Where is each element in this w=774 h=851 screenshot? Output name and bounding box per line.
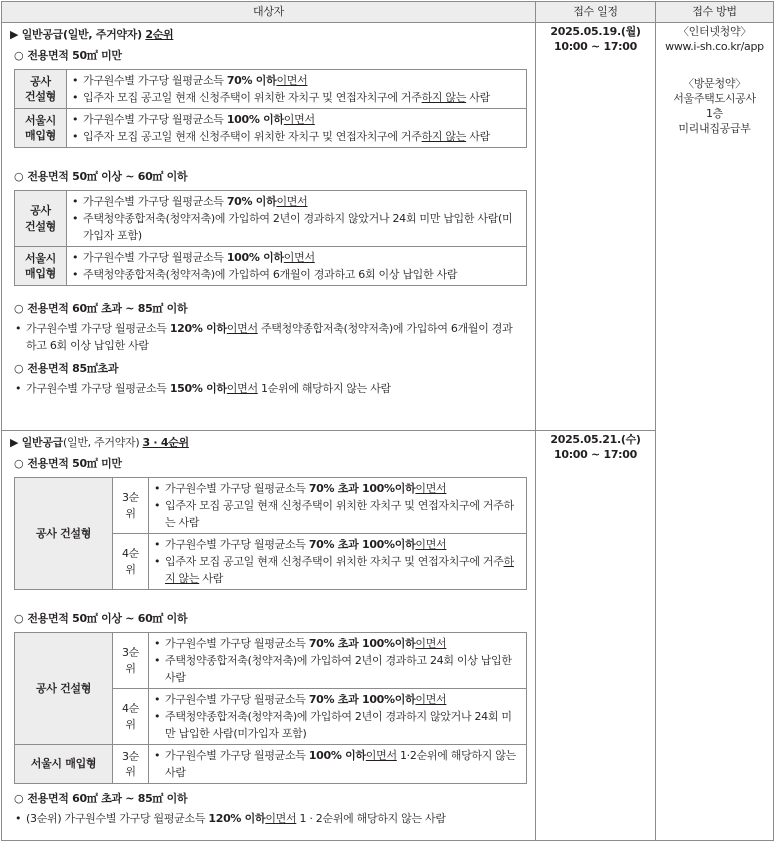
application-schedule-table	[1, 1, 774, 841]
rank-label: 3순위	[113, 745, 149, 784]
type-label: 서울시 매입형	[15, 109, 67, 148]
type-label: 서울시 매입형	[15, 247, 67, 286]
section1-area3-label: ○ 전용면적 60㎡ 초과 ~ 85㎡ 이하	[14, 302, 188, 315]
section1-area4-label: ○ 전용면적 85㎡초과	[14, 362, 119, 375]
section1-schedule: 2025.05.19.(월) 10:00 ~ 17:00	[536, 23, 656, 431]
type-label: 공사 건설형	[15, 478, 113, 590]
header-schedule: 접수 일정	[536, 2, 656, 23]
section1-area2-table: 공사 건설형 • 가구원수별 가구당 월평균소득 70% 이하이면서 • 주택청약종합저축(청약저축)에 가입하여 2년이 경과하지 않았거나 24회 미만 납입한 사람(미가입자 포함) 서울시 매입형 • 가구원수별 가구당 월평균소득 100% 이하이면서 • 주택청약종합저축(청약저축)에 가입하여 6개월이 경과하고 6회 이상 납입한 사람	[14, 190, 527, 286]
header-target: 대상자	[2, 2, 536, 23]
section1-area1-table: 공사 건설형 • 가구원수별 가구당 월평균소득 70% 이하이면서 • 입주자 모집 공고일 현재 신청주택이 위치한 자치구 및 연접자치구에 거주하지 않는 사람 서울시 매입형 • 가구원수별 가구당 월평균소득 100% 이하이면서 • 입주자 모집 공고일 현재 신청주택이 위치한 자치구 및 연접자치구에 거주하지 않는 사람	[14, 69, 527, 148]
section1-target: ▶ 일반공급(일반, 주거약자) 2순위 ○ 전용면적 50㎡ 미만 공사 건설형 • 가구원수별 가구당 월평균소득 70% 이하이면서 • 입주자 모집 공고일 현재 신청주택이 위치한 자치구 및 연접자치구에 거주하지 않는 사람 서울시 매입형 • 가구원수별 가구당 월평균소득 100% 이하이면서 • 입주자 모집 공고일 현재 신청주택이 위치한 자치구 및 연접자치구에 거주하지 않는 사람 ○ 전용면적 50㎡ 이상 ~ 60㎡ 이하 공사 건설형 • 가구원수별 가구당 월평균소득 70% 이하이면서 • 주택청약종합저축(청약저축)에 가입하여 2년이 경과하지 않았거나 24회 미만 납입한 사람(미가입자 포함) 서울시 매입형 • 가구원수별 가구당 월평균소득 100% 이하이면서 • 주택청약종합저축(청약저축)에 가입하여 6개월이 경과하고 6회 이상 납입한 사람 ○ 전용면적 60㎡ 초과 ~ 85㎡ 이하 • 가구원수별 가구당 월평균소득 120% 이하이면서 주택청약종합저축(청약저축)에 가입하여 6개월이 경과하고 6회 이상 납입한 사람 ○ 전용면적 85㎡초과 • 가구원수별 가구당 월평균소득 150% 이하이면서 1순위에 해당하지 않는 사람	[2, 23, 536, 431]
section1-title: ▶ 일반공급(일반, 주거약자) 2순위	[10, 28, 174, 41]
section2-area3-label: ○ 전용면적 60㎡ 초과 ~ 85㎡ 이하	[14, 792, 188, 805]
section2-area2-table: 공사 건설형 3순위 • 가구원수별 가구당 월평균소득 70% 초과 100%이하이면서 • 주택청약종합저축(청약저축)에 가입하여 2년이 경과하고 24회 이상 납입한 사람 4순위 • 가구원수별 가구당 월평균소득 70% 초과 100%이하이면서 • 주택청약종합저축(청약저축)에 가입하여 2년이 경과하지 않았거나 24회 미만 납입한 사람(미가입자 포함) 서울시 매입형 3순위 • 가구원수별 가구당 월평균소득 100% 이하이면서 1·2순위에 해당하지 않는 사람	[14, 632, 527, 784]
section2-target: ▶ 일반공급(일반, 주거약자) 3 · 4순위 ○ 전용면적 50㎡ 미만 공사 건설형 3순위 • 가구원수별 가구당 월평균소득 70% 초과 100%이하이면서 • 입주자 모집 공고일 현재 신청주택이 위치한 자치구 및 연접자치구에 거주하는 사람 4순위 • 가구원수별 가구당 월평균소득 70% 초과 100%이하이면서 • 입주자 모집 공고일 현재 신청주택이 위치한 자치구 및 연접자치구에 거주하지 않는 사람 ○ 전용면적 50㎡ 이상 ~ 60㎡ 이하 공사 건설형 3순위 • 가구원수별 가구당 월평균소득 70% 초과 100%이하이면서 • 주택청약종합저축(청약저축)에 가입하여 2년이 경과하고 24회 이상 납입한 사람 4순위 • 가구원수별 가구당 월평균소득 70% 초과 100%이하이면서 • 주택청약종합저축(청약저축)에 가입하여 2년이 경과하지 않았거나 24회 미만 납입한 사람(미가입자 포함) 서울시 매입형 3순위 • 가구원수별 가구당 월평균소득 100% 이하이면서 1·2순위에 해당하지 않는 사람 ○ 전용면적 60㎡ 초과 ~ 85㎡ 이하 • (3순위) 가구원수별 가구당 월평균소득 120% 이하이면서 1 · 2순위에 해당하지 않는 사람	[2, 431, 536, 841]
section2-schedule: 2025.05.21.(수) 10:00 ~ 17:00	[536, 431, 656, 841]
section1-area2-label: ○ 전용면적 50㎡ 이상 ~ 60㎡ 이하	[14, 170, 188, 183]
rank-label: 3순위	[113, 633, 149, 689]
section2-area1-label: ○ 전용면적 50㎡ 미만	[14, 457, 122, 470]
page	[1, 1, 773, 849]
header-method: 접수 방법	[656, 2, 774, 23]
section2-area1-table: 공사 건설형 3순위 • 가구원수별 가구당 월평균소득 70% 초과 100%이하이면서 • 입주자 모집 공고일 현재 신청주택이 위치한 자치구 및 연접자치구에 거주하는 사람 4순위 • 가구원수별 가구당 월평균소득 70% 초과 100%이하이면서 • 입주자 모집 공고일 현재 신청주택이 위치한 자치구 및 연접자치구에 거주하지 않는 사람	[14, 477, 527, 590]
type-label: 공사 건설형	[15, 633, 113, 745]
rank-label: 4순위	[113, 534, 149, 590]
rank-label: 3순위	[113, 478, 149, 534]
internet-title: 〈인터넷청약〉	[677, 25, 752, 38]
internet-url[interactable]: www.i-sh.co.kr/app	[665, 40, 764, 53]
type-label: 공사 건설형	[15, 191, 67, 247]
section1-area1-label: ○ 전용면적 50㎡ 미만	[14, 49, 122, 62]
section2-area2-label: ○ 전용면적 50㎡ 이상 ~ 60㎡ 이하	[14, 612, 188, 625]
type-label: 서울시 매입형	[15, 745, 113, 784]
section2-title: ▶ 일반공급(일반, 주거약자) 3 · 4순위	[10, 436, 189, 449]
type-label: 공사 건설형	[15, 70, 67, 109]
application-method: 〈인터넷청약〉 www.i-sh.co.kr/app 〈방문청약〉 서울주택도시공사 1층 미리내집공급부	[656, 23, 774, 841]
visit-title: 〈방문청약〉	[683, 77, 746, 90]
rank-label: 4순위	[113, 689, 149, 745]
